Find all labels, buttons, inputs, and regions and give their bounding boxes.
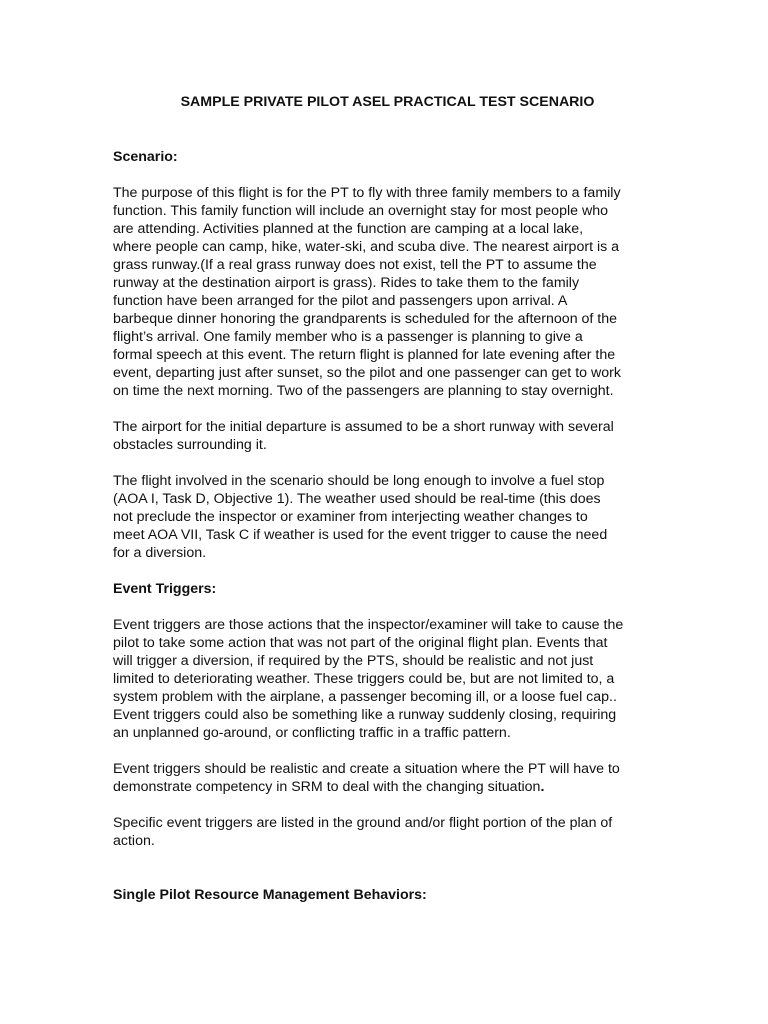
bold-period: . bbox=[540, 779, 545, 795]
text-line: meet AOA VII, Task C if weather is used for the event trigger to cause the need bbox=[113, 527, 608, 543]
text-line: formal speech at this event. The return flight is planned for late evening after the bbox=[113, 347, 616, 363]
text-line: where people can camp, hike, water-ski, and scuba dive. The nearest airport is a bbox=[113, 239, 620, 255]
text-line: are attending. Activities planned at the function are camping at a local lake, bbox=[113, 221, 584, 237]
scenario-paragraph-1 bbox=[113, 184, 658, 400]
section-heading-srm-behaviors: Single Pilot Resource Management Behaviors: bbox=[113, 887, 427, 903]
text-line: event, departing just after sunset, so the pilot and one passenger can get to work bbox=[113, 365, 621, 381]
document-title: SAMPLE PRIVATE PILOT ASEL PRACTICAL TEST SCENARIO bbox=[180, 94, 595, 110]
text-line: action. bbox=[113, 833, 155, 849]
text-line: Specific event triggers are listed in the ground and/or flight portion of the plan of bbox=[113, 815, 613, 831]
document-page bbox=[113, 93, 658, 904]
text-line: The flight involved in the scenario should be long enough to involve a fuel stop bbox=[113, 473, 605, 489]
text-line: system problem with the airplane, a passenger becoming ill, or a loose fuel cap.. bbox=[113, 689, 617, 705]
event-triggers-paragraph-2 bbox=[113, 760, 658, 796]
text-line: function. This family function will include an overnight stay for most people who bbox=[113, 203, 608, 219]
text-line: for a diversion. bbox=[113, 545, 207, 561]
text-line: barbeque dinner honoring the grandparents is scheduled for the afternoon of the bbox=[113, 311, 618, 327]
text-line-segment: demonstrate competency in SRM to deal with the changing situation bbox=[113, 779, 541, 795]
scenario-paragraph-3 bbox=[113, 472, 658, 562]
event-triggers-paragraph-3 bbox=[113, 814, 658, 850]
text-line: function have been arranged for the pilot and passengers upon arrival. A bbox=[113, 293, 568, 309]
text-line: (AOA I, Task D, Objective 1). The weather used should be real-time (this does bbox=[113, 491, 601, 507]
text-line: an unplanned go-around, or conflicting traffic in a traffic pattern. bbox=[113, 725, 511, 741]
text-line: Event triggers should be realistic and create a situation where the PT will have to bbox=[113, 761, 620, 777]
text-line: obstacles surrounding it. bbox=[113, 437, 267, 453]
text-line: runway at the destination airport is grass). Rides to take them to the family bbox=[113, 275, 580, 291]
text-line: not preclude the inspector or examiner from interjecting weather changes to bbox=[113, 509, 588, 525]
text-line: Event triggers are those actions that the inspector/examiner will take to cause the bbox=[113, 617, 624, 633]
text-line: will trigger a diversion, if required by the PTS, should be realistic and not just bbox=[113, 653, 594, 669]
section-heading-event-triggers: Event Triggers: bbox=[113, 581, 217, 597]
text-line: The purpose of this flight is for the PT to fly with three family members to a family bbox=[113, 185, 621, 201]
text-line: grass runway.(If a real grass runway does not exist, tell the PT to assume the bbox=[113, 257, 597, 273]
text-line: on time the next morning. Two of the passengers are planning to stay overnight. bbox=[113, 383, 614, 399]
section-heading-scenario: Scenario: bbox=[113, 149, 178, 165]
text-line: flight’s arrival. One family member who is a passenger is planning to give a bbox=[113, 329, 583, 345]
text-line: limited to deteriorating weather. These triggers could be, but are not limited to, a bbox=[113, 671, 615, 687]
text-line: Event triggers could also be something like a runway suddenly closing, requiring bbox=[113, 707, 617, 723]
scenario-paragraph-2 bbox=[113, 418, 658, 454]
text-line: pilot to take some action that was not part of the original flight plan. Events that bbox=[113, 635, 608, 651]
text-line: The airport for the initial departure is assumed to be a short runway with several bbox=[113, 419, 614, 435]
event-triggers-paragraph-1 bbox=[113, 616, 658, 742]
text-line bbox=[113, 778, 658, 796]
